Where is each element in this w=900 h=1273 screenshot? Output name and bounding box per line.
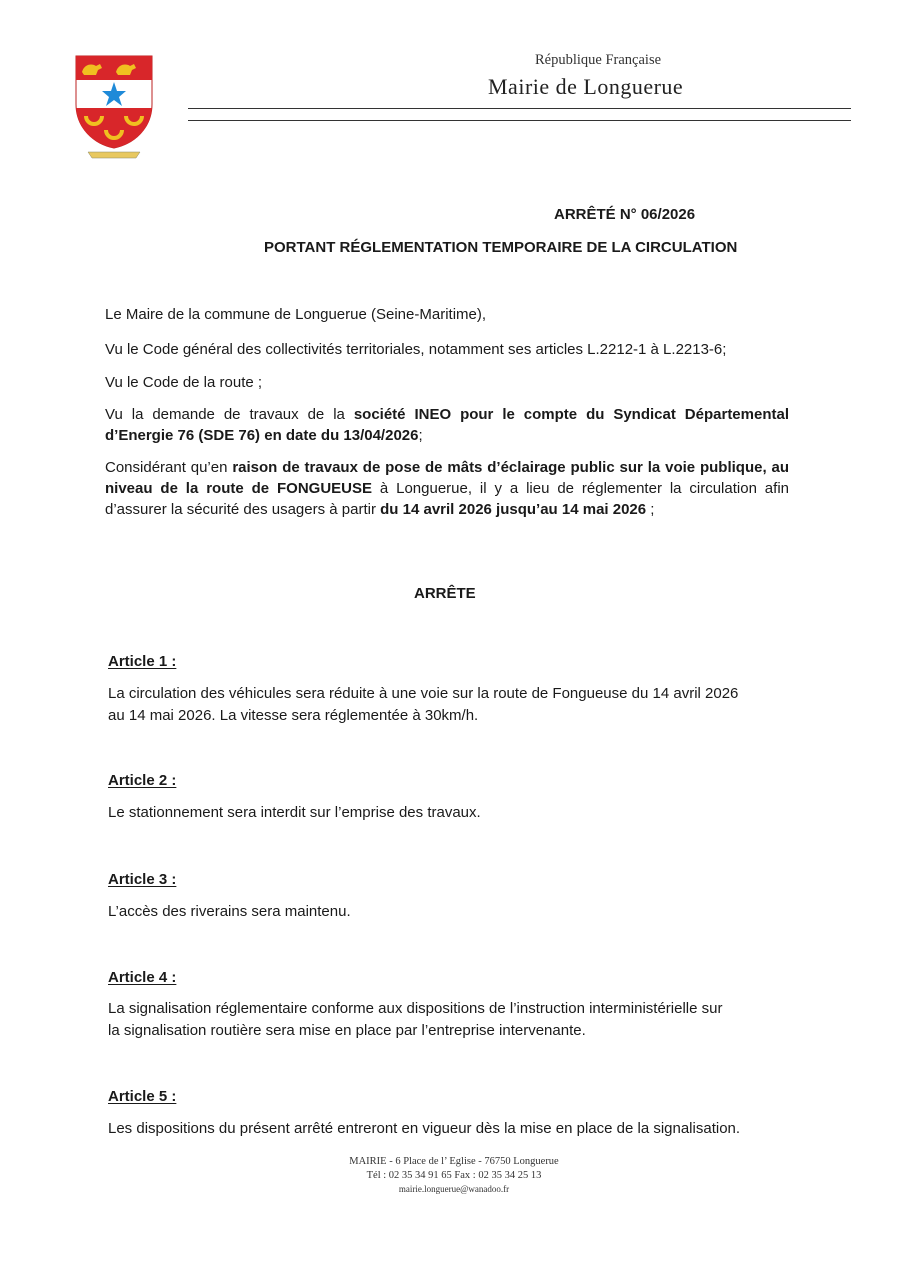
republique-francaise: République Française <box>535 52 662 68</box>
preamble-vu-cgct: Vu le Code général des collectivités territoriales, notamment ses articles L.2212-1 à L.2213-6; <box>105 341 727 358</box>
preamble-considerant: Considérant qu’en raison de travaux de pose de mâts d’éclairage public sur la voie publique, au niveau de la route de FONGUEUSE à Longuerue, il y a lieu de réglementer la circulation afin d’assurer la sécurité des usagers à partir du 14 avril 2026 jusqu’au 14 mai 2026 ; <box>105 459 789 518</box>
arrete-heading: ARRÊTE <box>414 585 476 602</box>
article-2-text: Le stationnement sera interdit sur l’emprise des travaux. <box>108 804 481 821</box>
preamble-vu-demande: Vu la demande de travaux de la société INEO pour le compte du Syndicat Départemental d’Energie 76 (SDE 76) en date du 13/04/2026; <box>105 406 789 444</box>
article-2-title: Article 2 : <box>108 772 177 789</box>
mairie-title: Mairie de Longuerue <box>488 74 684 99</box>
preamble-vu-route: Vu le Code de la route ; <box>105 374 263 391</box>
article-3-title: Article 3 : <box>108 871 177 888</box>
article-4-title: Article 4 : <box>108 969 177 986</box>
footer-phone: Tél : 02 35 34 91 65 Fax : 02 35 34 25 13 <box>366 1170 542 1181</box>
article-5-text: Les dispositions du présent arrêté entreront en vigueur dès la mise en place de la signalisation. <box>108 1120 741 1137</box>
coat-of-arms-logo <box>72 52 156 160</box>
preamble-maire: Le Maire de la commune de Longuerue (Seine-Maritime), <box>105 306 487 323</box>
header-rule-bottom <box>188 120 851 121</box>
article-5-title: Article 5 : <box>108 1088 177 1105</box>
arrete-number: ARRÊTÉ N° 06/2026 <box>554 206 696 223</box>
footer-address: MAIRIE - 6 Place de l’ Eglise - 76750 Longuerue <box>349 1156 559 1167</box>
article-3-text: L’accès des riverains sera maintenu. <box>108 903 351 920</box>
header-rule-top <box>188 108 851 109</box>
footer-email: mairie.longuerue@wanadoo.fr <box>398 1184 510 1194</box>
article-4-text: La signalisation réglementaire conforme aux dispositions de l’instruction interministérielle sur la signalisation routière sera mise en place par l’entreprise intervenante. <box>108 1000 723 1039</box>
article-1-text: La circulation des véhicules sera réduite à une voie sur la route de Fongueuse du 14 avril 2026 au 14 mai 2026. La vitesse sera réglementée à 30km/h. <box>108 685 739 724</box>
article-1-title: Article 1 : <box>108 653 177 670</box>
arrete-subject: PORTANT RÉGLEMENTATION TEMPORAIRE DE LA CIRCULATION <box>264 239 738 256</box>
